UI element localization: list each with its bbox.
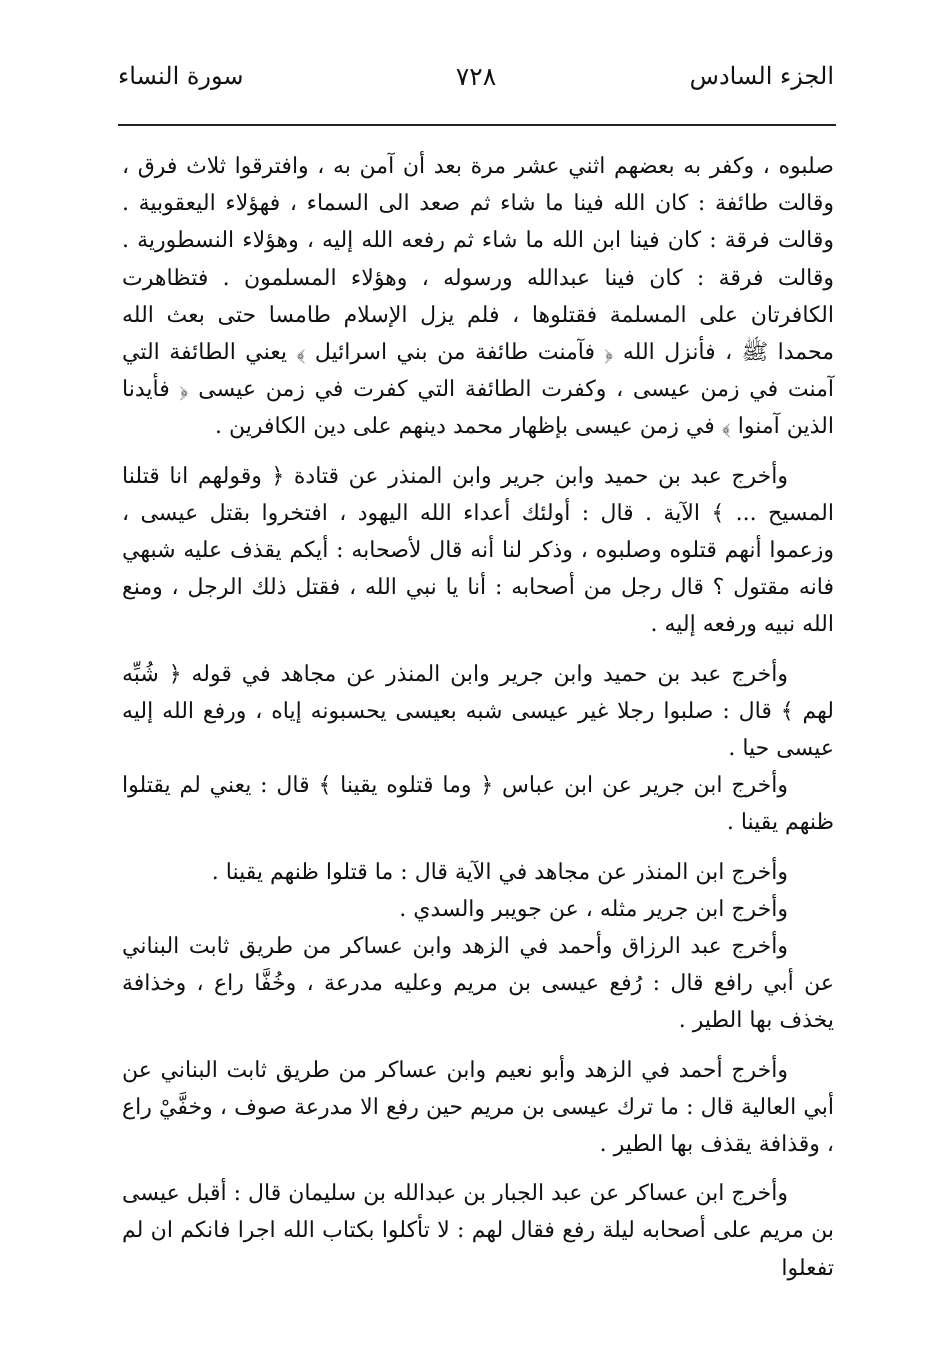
paragraph: وأخرج ابن عساكر عن عبد الجبار بن عبدالله بن سليمان قال : أقبل عيسى بن مريم على أصحابه ليلة رفع فقال لهم : لا تأكلوا بكتاب الله اجرا فانكم ان لم تفعلوا bbox=[122, 1181, 834, 1281]
paragraph: وأخرج ابن جرير مثله ، عن جويبر والسدي . bbox=[399, 896, 788, 922]
page-header bbox=[118, 62, 834, 102]
paragraph: صلبوه ، وكفر به بعضهم اثني عشر مرة بعد أن آمن به ، وافترقوا ثلاث فرق ، وقالت طائفة : كان الله فينا ما شاء ثم صعد الى السماء ، فهؤلاء اليعقوبية . وقالت فرقة : كان فينا ابن الله ما شاء ثم رفعه الله إليه ، وهؤلاء النسطورية . وقالت فرقة : كان فينا عبدالله ورسوله ، وهؤلاء المسلمون . فتظاهرت الكافرتان على المسلمة فقتلوها ، فلم يزل الإسلام طامسا حتى بعث الله محمدا ﷺ ، فأنزل الله ﴿ فآمنت طائفة من بني اسرائيل ﴾ يعني الطائفة التي آمنت في زمن عيسى ، وكفرت الطائفة التي كفرت في زمن عيسى ﴿ فأيدنا الذين آمنوا ﴾ في زمن عيسى بإظهار محمد دينهم على دين الكافرين . bbox=[122, 154, 834, 440]
surah-title: سورة النساء bbox=[118, 62, 244, 90]
paragraph: وأخرج ابن جرير عن ابن عباس ﴿ وما قتلوه يقينا ﴾ قال : يعني لم يقتلوا ظنهم يقينا . bbox=[122, 773, 834, 836]
paragraph: وأخرج عبد بن حميد وابن جرير وابن المنذر عن قتادة ﴿ وقولهم انا قتلنا المسيح ... ﴾ الآية . قال : أولئك أعداء الله اليهود ، افتخروا بقتل عيسى ، وزعموا أنهم قتلوه وصلبوه ، وذكر لنا أنه قال لأصحابه : أيكم يقذف عليه شبهي فانه مقتول ؟ قال رجل من أصحابه : أنا يا نبي الله ، فقتل ذلك الرجل ، ومنع الله نبيه ورفعه إليه . bbox=[122, 463, 834, 638]
page-number: ٧٢٨ bbox=[455, 62, 497, 91]
paragraph: وأخرج عبد الرزاق وأحمد في الزهد وابن عساكر من طريق ثابت البناني عن أبي رافع قال : رُفع عيسى بن مريم وعليه مدرعة ، وخُفَّا راع ، وخذافة يخذف بها الطير . bbox=[122, 934, 834, 1034]
paragraph: وأخرج ابن المنذر عن مجاهد في الآية قال : ما قتلوا ظنهم يقينا . bbox=[211, 859, 788, 885]
paragraph: وأخرج عبد بن حميد وابن جرير وابن المنذر عن مجاهد في قوله ﴿ شُبِّه لهم ﴾ قال : صلبوا رجلا غير عيسى شبه بعيسى يحسبونه إياه ، ورفع الله إليه عيسى حيا . bbox=[122, 661, 834, 762]
paragraph: وأخرج أحمد في الزهد وأبو نعيم وابن عساكر من طريق ثابت البناني عن أبي العالية قال : ما ترك عيسى بن مريم حين رفع الا مدرعة صوف ، وخفَّيْ راع ، وقذافة يقذف بها الطير . bbox=[122, 1057, 834, 1158]
header-divider bbox=[118, 124, 836, 126]
part-title: الجزء السادس bbox=[689, 62, 834, 90]
page-body bbox=[122, 148, 834, 1287]
